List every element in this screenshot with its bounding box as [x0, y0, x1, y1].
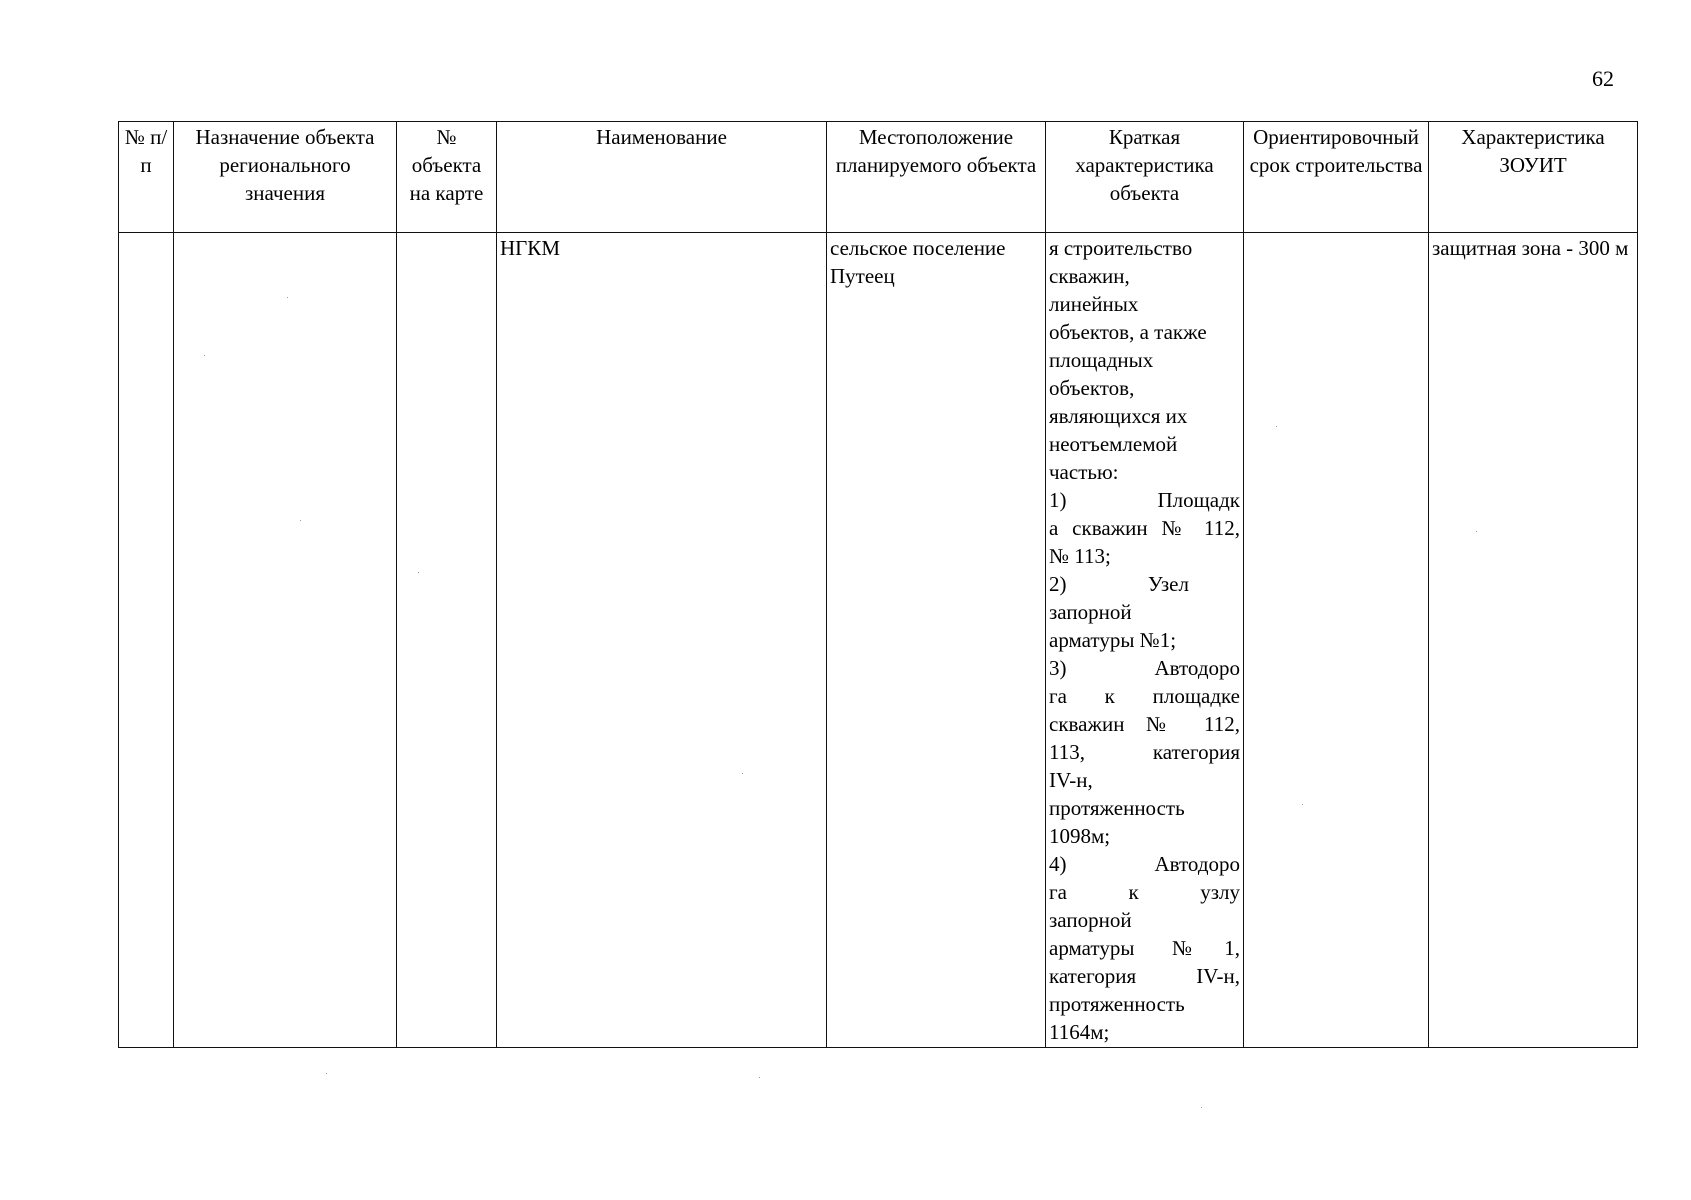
table-row	[119, 233, 1638, 1048]
scan-speck	[287, 297, 288, 298]
header-name: Наименование	[497, 122, 827, 233]
planned-objects-table	[118, 121, 1638, 1048]
brief-line: объектов,	[1049, 376, 1135, 400]
scan-speck	[1302, 804, 1303, 805]
header-term: Ориентировочный срок строительства	[1244, 122, 1429, 233]
brief-line: протяженность	[1049, 796, 1185, 820]
scan-speck	[204, 355, 205, 356]
cell-brief	[1046, 233, 1244, 1048]
cell-num	[119, 233, 174, 1048]
header-zouit: Характеристика ЗОУИТ	[1429, 122, 1638, 233]
scan-speck	[742, 773, 743, 774]
cell-name: НГКМ	[497, 233, 827, 1048]
brief-line: а скважин № 112,	[1049, 516, 1240, 540]
brief-line: скважин № 112,	[1049, 712, 1240, 736]
scan-speck	[1201, 1107, 1202, 1108]
brief-line: 1098м;	[1049, 824, 1111, 848]
brief-line: являющихся их	[1049, 404, 1188, 428]
brief-line: объектов, а также	[1049, 320, 1207, 344]
brief-line: запорной	[1049, 908, 1132, 932]
brief-line: запорной	[1049, 600, 1132, 624]
brief-line: га к узлу	[1049, 880, 1240, 904]
scan-speck	[759, 1077, 760, 1078]
brief-line: я строительство	[1049, 236, 1193, 260]
scan-speck	[1276, 426, 1277, 427]
brief-line: арматуры №1;	[1049, 628, 1177, 652]
cell-zouit: защитная зона - 300 м	[1429, 233, 1638, 1048]
header-num: № п/п	[119, 122, 174, 233]
brief-line: скважин,	[1049, 264, 1130, 288]
header-purpose: Назначение объекта регионального значения	[174, 122, 397, 233]
scan-speck	[326, 1073, 327, 1074]
brief-line: площадных	[1049, 348, 1154, 372]
brief-line: 3) Автодоро	[1049, 656, 1240, 680]
cell-map-num	[397, 233, 497, 1048]
cell-term	[1244, 233, 1429, 1048]
brief-line: га к площадке	[1049, 684, 1240, 708]
header-location: Местоположение планируемого объекта	[827, 122, 1046, 233]
cell-purpose	[174, 233, 397, 1048]
scan-speck	[418, 572, 419, 573]
scan-speck	[300, 520, 301, 521]
brief-line: 113, категория	[1049, 740, 1240, 764]
brief-line: 4) Автодоро	[1049, 852, 1240, 876]
brief-line: арматуры №1,	[1049, 936, 1240, 960]
header-brief: Краткая характеристика объекта	[1046, 122, 1244, 233]
brief-line: 1164м;	[1049, 1020, 1110, 1044]
brief-line: неотъемлемой	[1049, 432, 1178, 456]
brief-line: № 113;	[1049, 544, 1111, 568]
table-header-row	[119, 122, 1638, 233]
brief-line: 1) Площадк	[1049, 488, 1240, 512]
brief-line: частью:	[1049, 460, 1119, 484]
brief-line: протяженность	[1049, 992, 1185, 1016]
header-map-num: № объекта на карте	[397, 122, 497, 233]
brief-line: категория IV-н,	[1049, 964, 1240, 988]
brief-line: 2) Узел	[1049, 572, 1189, 596]
scan-speck	[1476, 531, 1477, 532]
page-number: 62	[1592, 66, 1614, 91]
brief-line: IV-н,	[1049, 768, 1093, 792]
brief-line: линейных	[1049, 292, 1139, 316]
cell-location: сельское поселение Путеец	[827, 233, 1046, 1048]
